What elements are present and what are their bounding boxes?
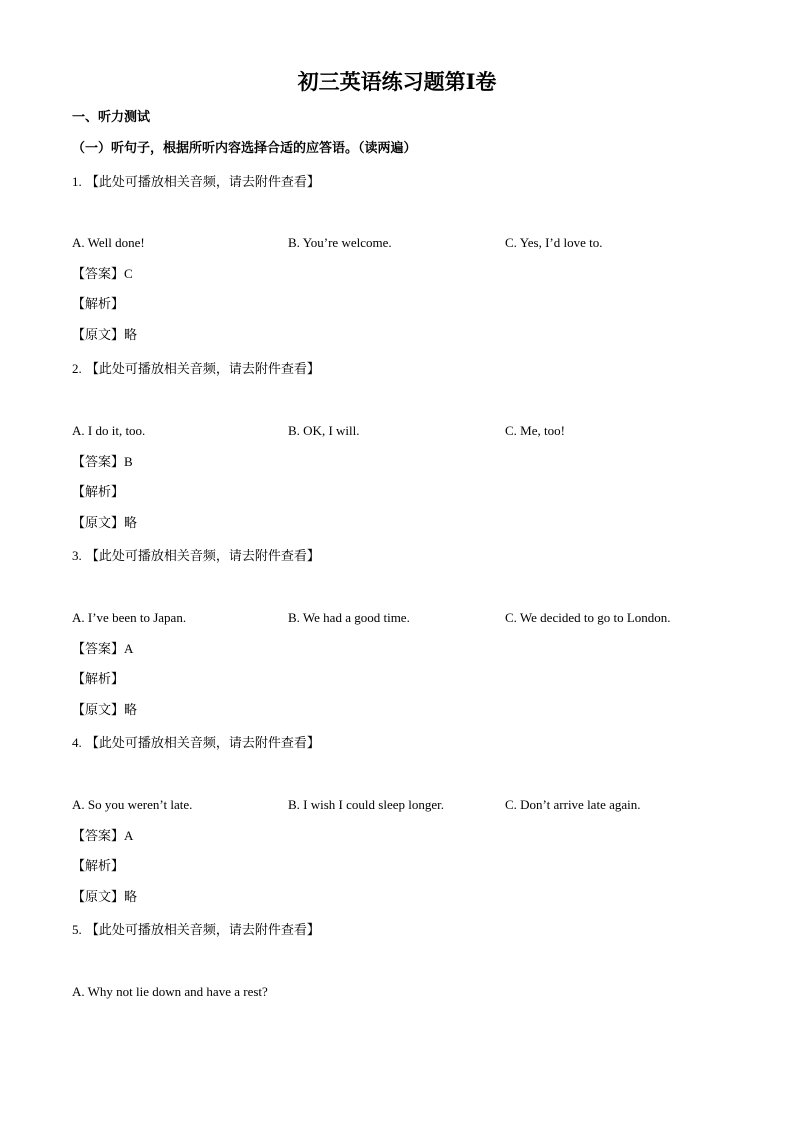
option-c: C. Yes, I’d love to. bbox=[505, 235, 603, 250]
option-b: B. You’re welcome. bbox=[288, 235, 392, 250]
option-b: B. We had a good time. bbox=[288, 610, 410, 625]
question-number: 2. bbox=[72, 361, 82, 376]
question-prompt-line bbox=[72, 733, 320, 754]
original-label: 【原文】 bbox=[72, 890, 125, 905]
question-number: 5. bbox=[72, 922, 82, 937]
question-prompt-line bbox=[72, 920, 320, 941]
option-a: A. I do it, too. bbox=[72, 423, 146, 438]
audio-prompt: 【此处可播放相关音频，请去附件查看】 bbox=[85, 549, 320, 564]
option-c: C. We decided to go to London. bbox=[505, 610, 671, 625]
answer-value: B bbox=[124, 454, 133, 469]
original-line bbox=[72, 888, 137, 908]
option-b: B. OK, I will. bbox=[288, 423, 360, 438]
original-line bbox=[72, 326, 137, 346]
option-c: C. Don’t arrive late again. bbox=[505, 797, 641, 812]
answer-line bbox=[72, 639, 133, 660]
option-a: A. Well done! bbox=[72, 235, 145, 250]
audio-prompt: 【此处可播放相关音频，请去附件查看】 bbox=[85, 175, 320, 190]
option-b: B. I wish I could sleep longer. bbox=[288, 797, 444, 812]
answer-label: 【答案】 bbox=[72, 455, 125, 470]
subsection-heading: （一）听句子，根据所听内容选择合适的应答语。（读两遍） bbox=[72, 141, 417, 156]
option-a: A. So you weren’t late. bbox=[72, 797, 193, 812]
original-value: 略 bbox=[124, 516, 138, 531]
original-value: 略 bbox=[124, 890, 138, 905]
page-title: 初三英语练习题第Ⅰ卷 bbox=[297, 69, 497, 94]
analysis-label: 【解析】 bbox=[72, 859, 125, 874]
original-value: 略 bbox=[124, 703, 138, 718]
analysis-label: 【解析】 bbox=[72, 485, 125, 500]
answer-line bbox=[72, 264, 133, 285]
original-label: 【原文】 bbox=[72, 328, 125, 343]
question-number: 1. bbox=[72, 174, 82, 189]
option-a: A. I’ve been to Japan. bbox=[72, 610, 187, 625]
answer-line bbox=[72, 452, 133, 473]
original-line bbox=[72, 514, 137, 534]
audio-prompt: 【此处可播放相关音频，请去附件查看】 bbox=[85, 736, 320, 751]
original-label: 【原文】 bbox=[72, 703, 125, 718]
original-value: 略 bbox=[124, 328, 138, 343]
option-c: C. Me, too! bbox=[505, 423, 565, 438]
analysis-label: 【解析】 bbox=[72, 297, 125, 312]
question-number: 4. bbox=[72, 735, 82, 750]
analysis-label: 【解析】 bbox=[72, 672, 125, 687]
answer-value: A bbox=[124, 641, 134, 656]
audio-prompt: 【此处可播放相关音频，请去附件查看】 bbox=[85, 362, 320, 377]
answer-label: 【答案】 bbox=[72, 642, 125, 657]
answer-line bbox=[72, 826, 133, 847]
section-heading: 一、听力测试 bbox=[72, 110, 151, 125]
answer-value: C bbox=[124, 266, 133, 281]
answer-label: 【答案】 bbox=[72, 267, 125, 282]
answer-value: A bbox=[124, 828, 134, 843]
audio-prompt: 【此处可播放相关音频，请去附件查看】 bbox=[85, 923, 320, 938]
original-line bbox=[72, 701, 137, 721]
answer-label: 【答案】 bbox=[72, 829, 125, 844]
option-a: A. Why not lie down and have a rest? bbox=[72, 984, 268, 999]
original-label: 【原文】 bbox=[72, 516, 125, 531]
question-prompt-line bbox=[72, 172, 320, 193]
question-number: 3. bbox=[72, 548, 82, 563]
question-prompt-line bbox=[72, 546, 320, 567]
question-prompt-line bbox=[72, 359, 320, 380]
